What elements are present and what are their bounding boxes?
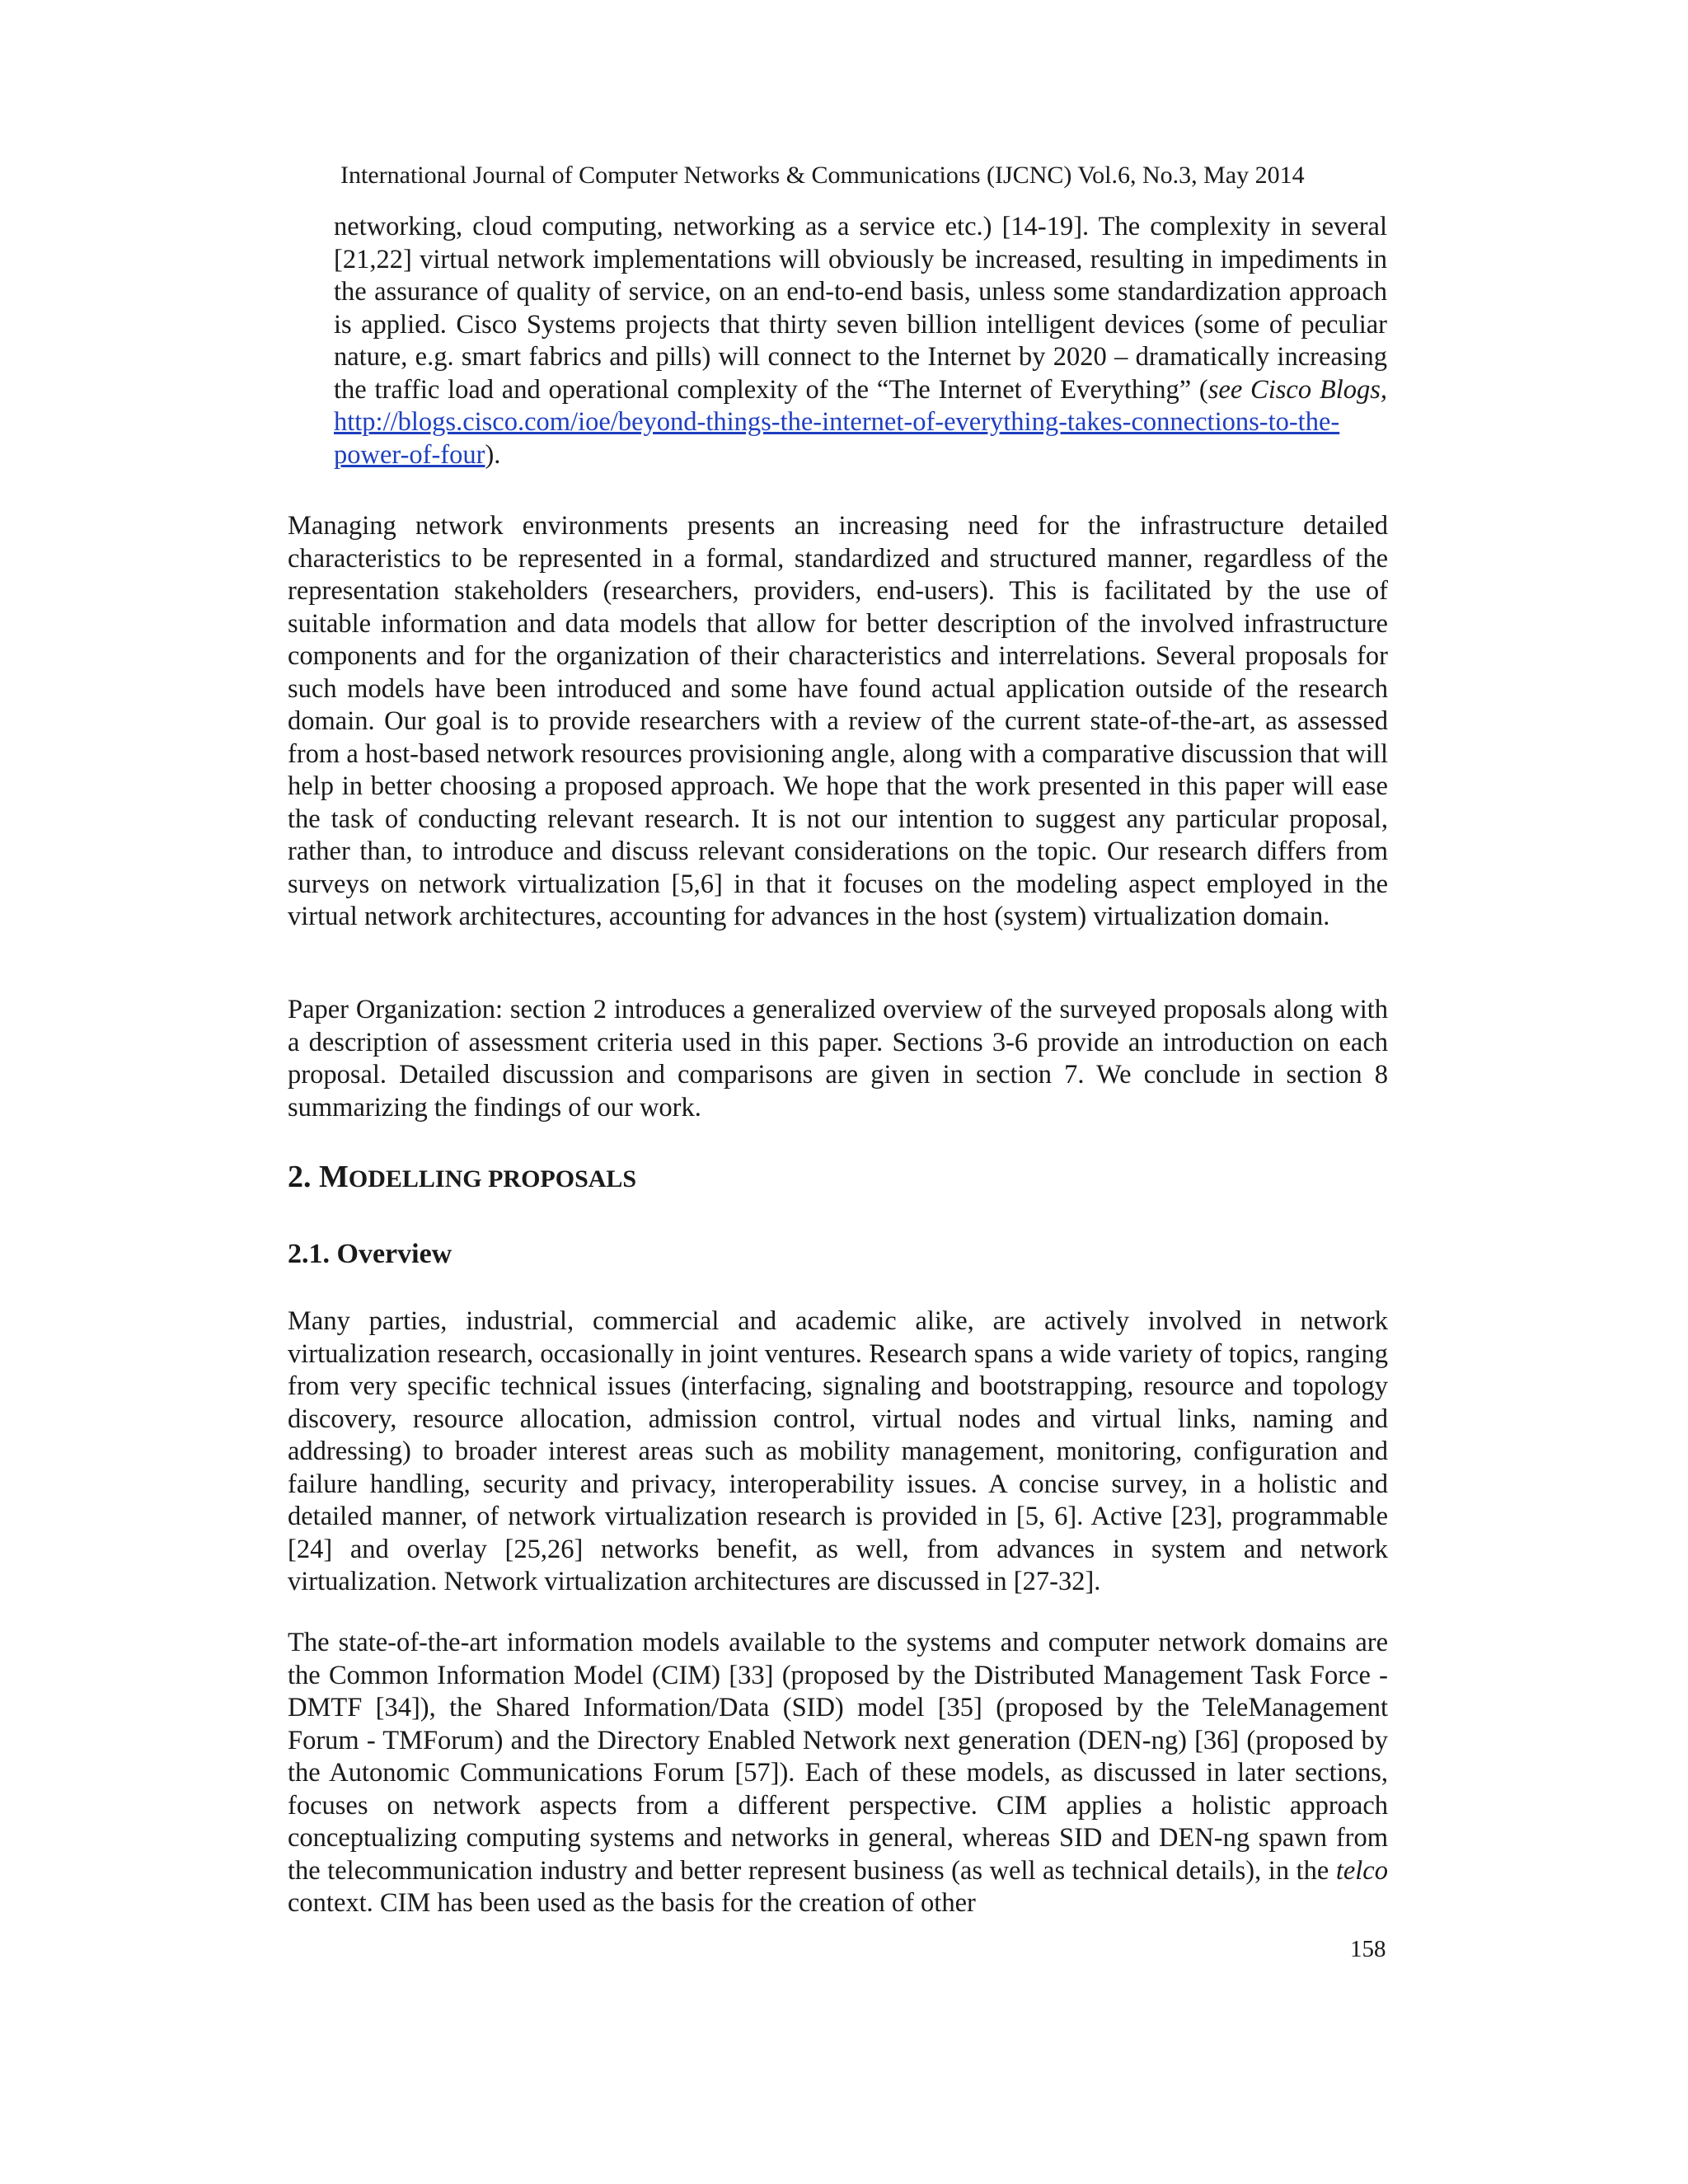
paragraph-paper-organization: Paper Organization: section 2 introduces a generalized overview of the surveyed proposals along with a description of assessment criteria used in this paper. Sections 3-6 provide an introduction on each proposal. Detailed discussion and comparisons are given in section 7. We conclude in section 8 summarizing the findings of our work. [288, 995, 1388, 1122]
section-heading [288, 1157, 636, 1199]
paragraph-managing-network: Managing network environments presents an increasing need for the infrastructure detailed characteristics to be represented in a formal, standardized and structured manner, regardless of the representation stakeholders (researchers, providers, end-users). This is facilitated by the use of suitable information and data models that allow for better description of the involved infrastructure components and for the organization of their characteristics and interrelations. Several proposals for such models have been introduced and some have found actual application outside of the research domain. Our goal is to provide researchers with a review of the current state-of-the-art, as assessed from a host-based network resources provisioning angle, along with a comparative discussion that will help in better choosing a proposed approach. We hope that the work presented in this paper will ease the task of conducting relevant research. It is not our intention to suggest any particular proposal, rather than, to introduce and discuss relevant considerations on the topic. Our research differs from surveys on network virtualization [5,6] in that it focuses on the modeling aspect employed in the virtual network architectures, accounting for advances in the host (system) virtualization domain. [288, 511, 1388, 931]
subsection-heading: 2.1. Overview [288, 1239, 452, 1269]
info-models-text: The state-of-the-art information models available to the systems and computer network domains are the Common Information Model (CIM) [33] (proposed by the Distributed Management Task Force - DMTF [34]), the Shared Information/Data (SID) model [35] (proposed by the TeleManagement Forum - TMForum) and the Directory Enabled Network next generation (DEN-ng) [36] (proposed by the Autonomic Communications Forum [57]). Each of these models, as discussed in later sections, focuses on network aspects from a different perspective. CIM applies a holistic approach conceptualizing computing systems and networks in general, whereas SID and DEN-ng spawn from the telecommunication industry and better represent business (as well as technical details), in the [288, 1628, 1388, 1886]
telco-term: telco [1335, 1855, 1388, 1886]
intro-closing: ). [485, 439, 501, 470]
intro-text: networking, cloud computing, networking as a service etc.) [14-19]. The complexity in several [21,22] virtual network implementations will obviously be increased, resulting in impediments in the assurance of quality of service, on an end-to-end basis, unless some standardization approach is applied. Cisco Systems projects that thirty seven billion intelligent devices (some of peculiar nature, e.g. smart fabrics and pills) will connect to the Internet by 2020 – dramatically increasing the traffic load and operational complexity of the “The Internet of Everything” ( [334, 212, 1387, 405]
running-header: International Journal of Computer Networks & Communications (IJCNC) Vol.6, No.3, May 2014 [340, 162, 1305, 189]
section-number: 2. [288, 1160, 312, 1194]
info-models-text-end: context. CIM has been used as the basis for the creation of other [288, 1888, 976, 1918]
source-citation: see Cisco Blogs, [1207, 374, 1388, 405]
cisco-blog-link[interactable]: http://blogs.cisco.com/ioe/beyond-things-the-internet-of-everything-takes-connections-to-the-power-of-four [334, 407, 1340, 470]
section-initial: M [319, 1160, 349, 1194]
paragraph-overview: Many parties, industrial, commercial and academic alike, are actively involved in network virtualization research, occasionally in joint ventures. Research spans a wide variety of topics, ranging from very specific technical issues (interfacing, signaling and bootstrapping, resource and topology discovery, resource allocation, admission control, virtual nodes and virtual links, naming and addressing) to broader interest areas such as mobility management, monitoring, configuration and failure handling, security and privacy, interoperability issues. A concise survey, in a holistic and detailed manner, of network virtualization research is provided in [5, 6]. Active [23], programmable [24] and overlay [25,26] networks benefit, as well, from advances in system and network virtualization. Network virtualization architectures are discussed in [27-32]. [288, 1306, 1388, 1596]
section-title-rest: ODELLING PROPOSALS [348, 1165, 637, 1193]
paragraph-information-models [288, 1627, 1388, 1920]
page-number: 158 [1350, 1936, 1386, 1962]
intro-continuation-paragraph [334, 211, 1387, 471]
